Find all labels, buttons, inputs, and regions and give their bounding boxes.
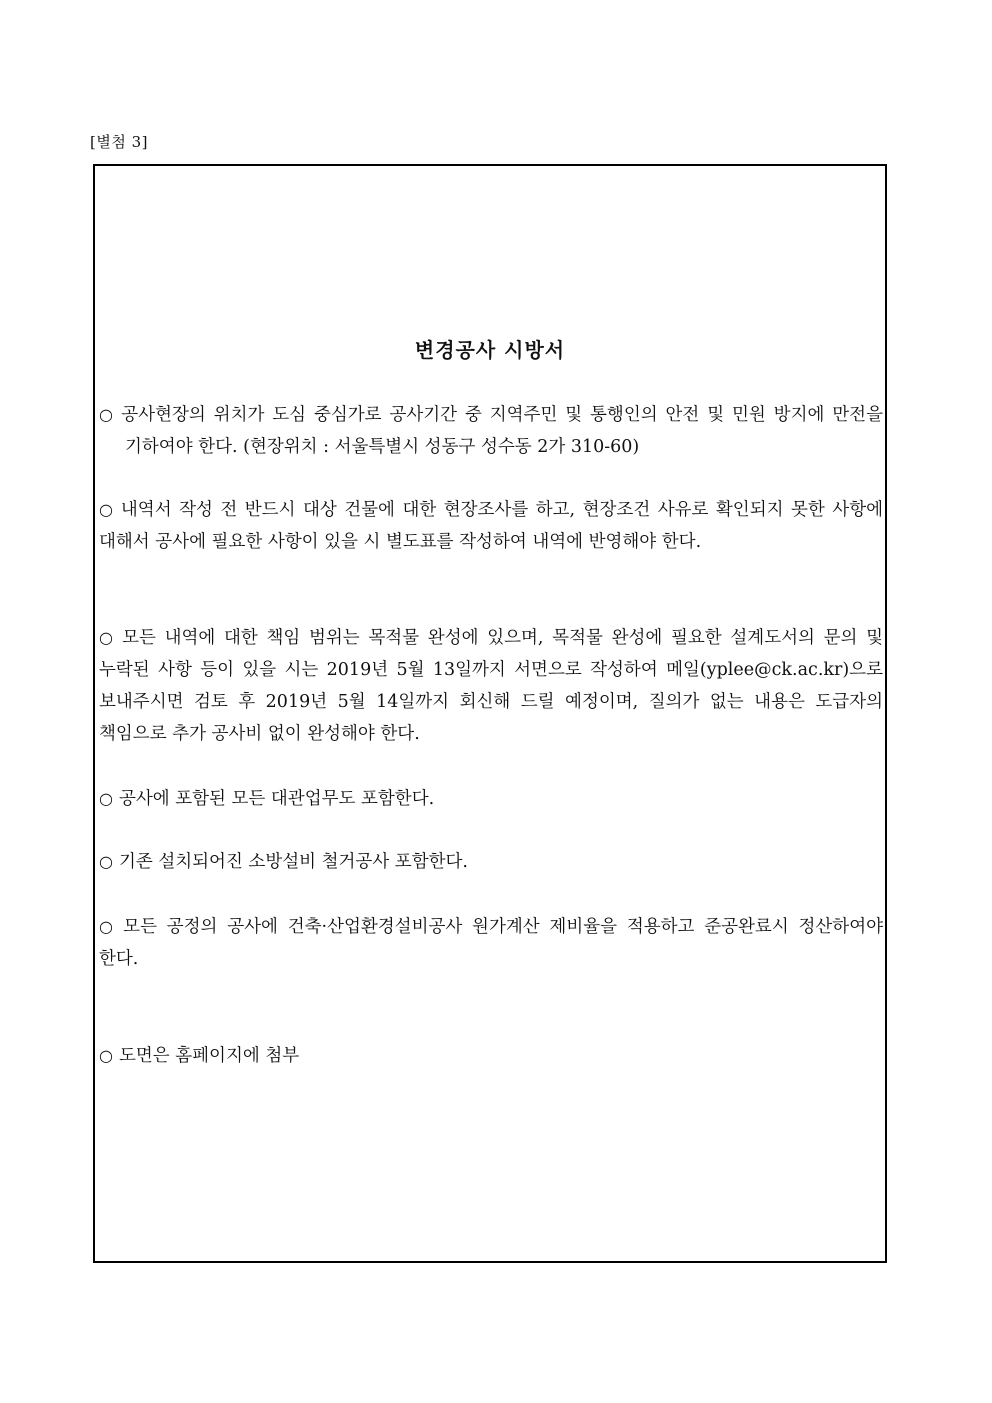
clause-text: 기존 설치되어진 소방설비 철거공사 포함한다. [118, 852, 468, 872]
clause-drawings [99, 1040, 883, 1072]
circle-bullet-icon: ○ [99, 500, 115, 519]
circle-bullet-icon: ○ [99, 628, 117, 647]
clause-text: 공사현장의 위치가 도심 중심가로 공사기간 중 지역주민 및 통행인의 안전 및 민원 방지에 만전을 기하여야 한다. (현장위치 : 서울특별시 성동구 성수동 2가 310-60) [121, 405, 883, 457]
clause-text: 내역서 작성 전 반드시 대상 건물에 대한 현장조사를 하고, 현장조건 사유로 확인되지 못한 사항에 대해서 공사에 필요한 사항이 있을 시 별도표를 작성하여 내역에 반영해야 한다. [99, 500, 884, 552]
clause-text: 도면은 홈페이지에 첨부 [118, 1046, 300, 1066]
circle-bullet-icon: ○ [99, 789, 113, 808]
clause-permits [99, 783, 883, 815]
clause-fire-equipment [99, 846, 883, 878]
circle-bullet-icon: ○ [99, 405, 116, 424]
circle-bullet-icon: ○ [99, 1046, 113, 1065]
page-title: 변경공사 시방서 [414, 338, 566, 362]
circle-bullet-icon: ○ [99, 852, 113, 871]
circle-bullet-icon: ○ [99, 917, 118, 936]
clause-site-survey [99, 494, 883, 558]
clause-site-safety [99, 399, 883, 463]
clause-responsibility [99, 622, 883, 750]
attachment-label: [별첨 3] [90, 133, 148, 151]
clause-text: 공사에 포함된 모든 대관업무도 포함한다. [118, 789, 435, 809]
clause-text: 모든 공정의 공사에 건축·산업환경설비공사 원가계산 제비율을 적용하고 준공완료시 정산하여야 한다. [99, 917, 884, 969]
clause-text: 모든 내역에 대한 책임 범위는 목적물 완성에 있으며, 목적물 완성에 필요한 설계도서의 문의 및 누락된 사항 등이 있을 시는 2019년 5월 13일까지 서면으로 작성하여 메일(yplee@ck.ac.kr)으로 보내주시면 검토 후 2019년 5월 14일까지 회신해 드릴 예정이며, 질의가 없는 내용은 도급자의 책임으로 추가 공사비 없이 완성해야 한다. [99, 628, 883, 744]
clause-cost-rates [99, 911, 883, 975]
document-frame [93, 164, 887, 1263]
